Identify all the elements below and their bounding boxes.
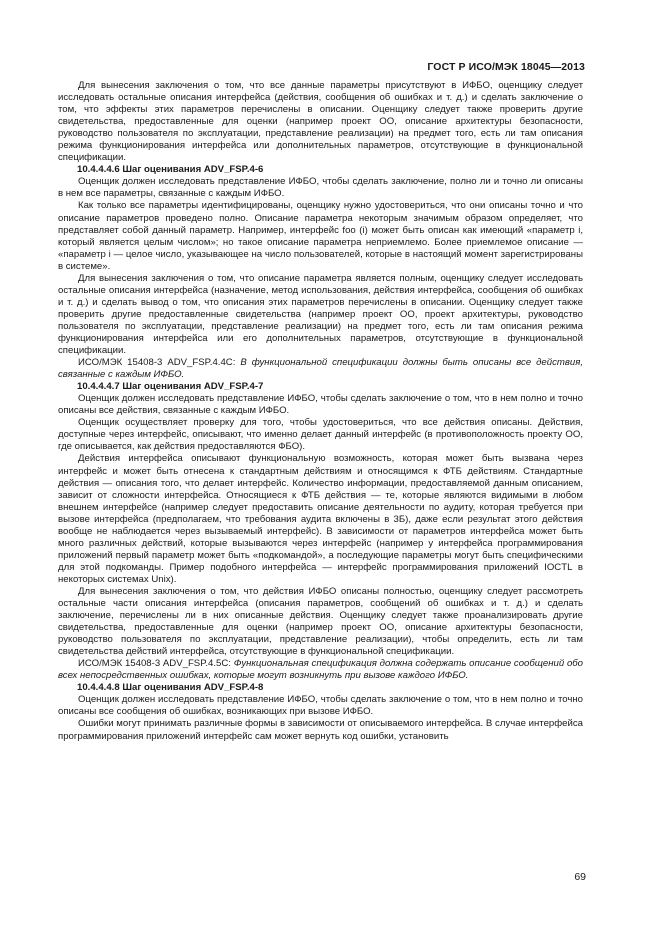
body-paragraph: Для вынесения заключения о том, что действия ИФБО описаны полностью, оценщику следует рассмотреть остальные части описания интерфейса (описания параметров, сообщений об ошибках и т. д.) и сделать заключение, перечислены ли в них описанные действия. Оценщику следует также проанализировать другие свидетельства, предоставленные для оценки (например проект ОО, описание архитектуры безопасности, руководство пользователя по эксплуатации, представление реализации), чтобы определить, есть ли там свидетельства действий интерфейса, отсутствующие в функциональной спецификации. xyxy=(58,585,583,658)
page-number: 69 xyxy=(574,871,586,883)
reference-code: ИСО/МЭК 15408-3 ADV_FSP.4.4C: xyxy=(78,357,241,369)
body-paragraph: Оценщик должен исследовать представление ИФБО, чтобы сделать заключение о том, что в нем полно и точно описаны все сообщения об ошибках, возникающих при вызове ИФБО. xyxy=(58,694,583,718)
body-text xyxy=(58,80,583,743)
body-paragraph: Как только все параметры идентифицированы, оценщику нужно удостовериться, что они описаны точно и что описание параметров проведено полно. Описание параметра некоторым значимым образом определяет, что представляет собой данный параметр. Например, интерфейс foo (i) может быть описан как имеющий «параметр i, который является целым числом»; но такое описание параметра неприемлемо. Более приемлемое описание — «параметр i — целое число, указывающее на число пользователей, которые в настоящий момент зарегистрированы в системе». xyxy=(58,200,583,272)
section-heading: 10.4.4.4.8 Шаг оценивания ADV_FSP.4-8 xyxy=(77,682,264,694)
body-paragraph: Оценщик осуществляет проверку для того, чтобы удостовериться, что все действия описаны. Действия, доступные через интерфейс, описывают, что именно делает данный интерфейс (в противоположность проекту ОО, где описывается, как действия предоставляются ФБО). xyxy=(58,417,583,453)
reference-requirement-text: В функциональной спецификации должны быть описаны все действия, связанные с каждым ИФБО. xyxy=(58,357,583,381)
body-paragraph: Для вынесения заключения о том, что описание параметра является полным, оценщику следует исследовать остальные описания интерфейса (назначение, метод использования, действия интерфейса, сообщения об ошибках и т. д.) и сделать вывод о том, что описания этих параметров перечислены в описании. Оценщику следует также проверить другие предоставленные свидетельства (например проект ОО, проект архитектуры, руководство пользователя по эксплуатации, представление реализации) на предмет того, есть ли там описания режима функционирования интерфейса или его дополнительных параметров, отсутствующие в функциональной спецификации. xyxy=(58,272,583,357)
requirement-reference xyxy=(58,658,583,682)
standard-header: ГОСТ Р ИСО/МЭК 18045—2013 xyxy=(427,61,585,73)
body-paragraph: Оценщик должен исследовать представление ИФБО, чтобы сделать заключение, полно ли и точно ли описаны в нем все параметры, связанные с каждым ИФБО. xyxy=(58,176,583,200)
section-heading: 10.4.4.4.6 Шаг оценивания ADV_FSP.4-6 xyxy=(77,164,264,176)
section-heading: 10.4.4.4.7 Шаг оценивания ADV_FSP.4-7 xyxy=(77,381,264,393)
requirement-reference xyxy=(58,357,583,381)
reference-requirement-text: Функциональная спецификация должна содержать описание сообщений обо всех непосредственных ошибках, которые могут возникнуть при вызове каждого ИФБО. xyxy=(58,658,584,682)
body-paragraph: Ошибки могут принимать различные формы в зависимости от описываемого интерфейса. В случае интерфейса программирования приложений интерфейс сам может вернуть код ошибки, установить xyxy=(58,718,583,742)
body-paragraph: Оценщик должен исследовать представление ИФБО, чтобы сделать заключение о том, что в нем полно и точно описаны все действия, связанные с каждым ИФБО. xyxy=(58,393,583,417)
body-paragraph: Действия интерфейса описывают функциональную возможность, которая может быть вызвана через интерфейс и может быть отнесена к стандартным действиям и относящимся к ФТБ действиям. Стандартные действия — описания того, что делает интерфейс. Количество информации, предоставляемой данным описанием, зависит от сложности интерфейса. Относящиеся к ФТБ действия — те, которые являются видимыми в любом внешнем интерфейсе (например следует предоставить описание деятельности по аудиту, которая требуется при вызове интерфейса (предполагаем, что требования аудита включены в 3Б), даже если результат этого действия вообще не наблюдается через вызываемый интерфейс). В зависимости от параметров интерфейса может быть много различных действий, которые вызываются через интерфейс (например у интерфейса программирования приложений первый параметр может быть «подкомандой», а последующие параметры могут быть специфическими для этой подкоманды. Пример подобного интерфейса — интерфейс программирования приложений IOCTL в некоторых системах Unix). xyxy=(58,453,583,585)
body-paragraph: Для вынесения заключения о том, что все данные параметры присутствуют в ИФБО, оценщику следует исследовать остальные описания интерфейса (действия, сообщения об ошибках и т. д.) и сделать заключение о том, что эффекты этих параметров перечислены в описании. Оценщику следует также проверить другие свидетельства, предоставленные для оценки (например проект ОО, описание архитектуры безопасности, руководство пользователя по эксплуатации, представление реализации) на предмет того, есть ли там описания режима функционирования интерфейса или дополнительных параметров, отсутствующие в функциональной спецификации. xyxy=(58,80,583,164)
reference-code: ИСО/МЭК 15408-3 ADV_FSP.4.5C: xyxy=(78,658,234,670)
